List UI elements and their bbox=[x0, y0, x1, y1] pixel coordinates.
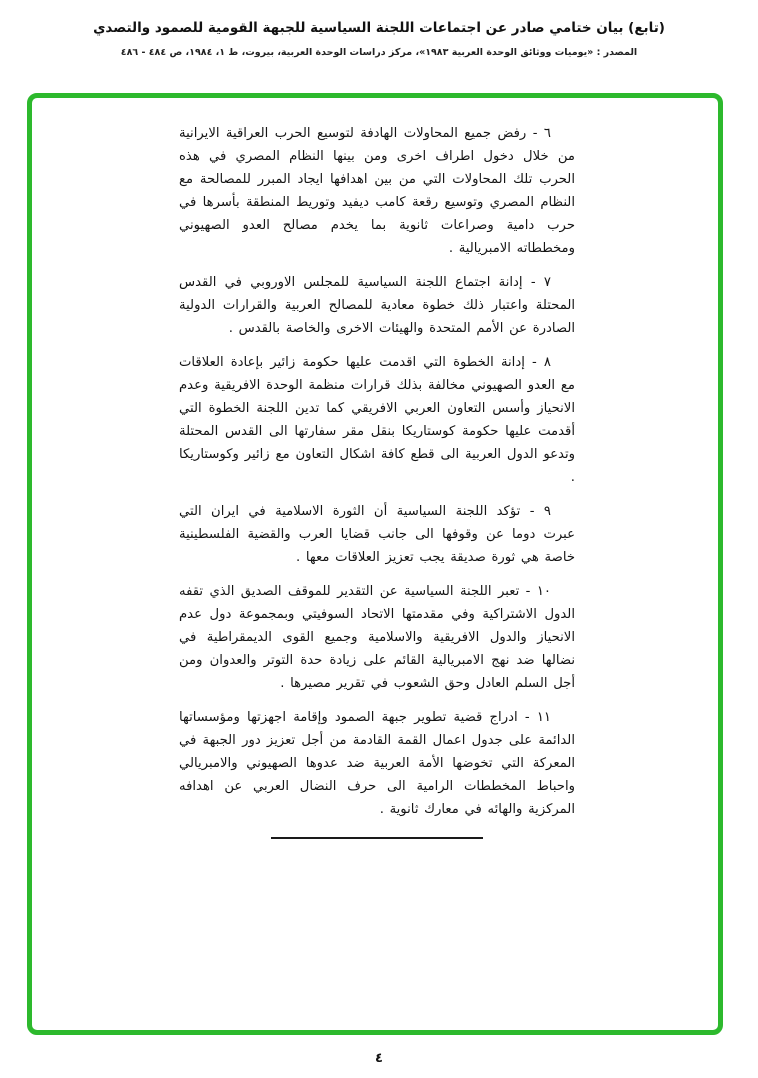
paragraph-7: ٧ - إدانة اجتماع اللجنة السياسية للمجلس الاوروبي في القدس المحتلة واعتبار ذلك خطوة معادية للمصالح العربية والقرارات الدولية الصادرة عن الأمم المتحدة والهيئات الاخرى والخاصة بالقدس . bbox=[179, 275, 575, 336]
paragraph-8: ٨ - إدانة الخطوة التي اقدمت عليها حكومة زائير بإعادة العلاقات مع العدو الصهيوني مخالفة بذلك قرارات منظمة الوحدة الافريقية وعدم الانحياز وأسس التعاون العربي الافريقي كما تدين اللجنة الخطوة التي أقدمت عليها حكومة كوستاريكا بنقل مقر سفارتها الى القدس المحتلة وتدعو الدول العربية الى قطع كافة اشكال التعاون مع زائير وكوستاريكا . bbox=[179, 355, 575, 485]
paragraph-11: ١١ - ادراج قضية تطوير جبهة الصمود وإقامة اجهزتها ومؤسساتها الدائمة على جدول اعمال القمة القادمة من أجل تعزيز دور الجبهة في المعركة التي تخوضها الأمة العربية ضد عدوها الصهيوني والامبريالي واحباط المخططات الرامية الى حرف النضال العربي عن اهدافه المركزية والهائه في معارك ثانوية . bbox=[179, 710, 575, 817]
document-title: (تابع) بيان ختامي صادر عن اجتماعات اللجنة السياسية للجبهة القومية للصمود والتصدي bbox=[93, 20, 665, 36]
paragraph-6: ٦ - رفض جميع المحاولات الهادفة لتوسيع الحرب العراقية الايرانية من خلال دخول اطراف اخرى ومن بينها النظام المصري في هذه الحرب تلك المحاولات التي من بين اهدافها ايجاد المبرر للمصالحة مع النظام المصري وتوسيع رقعة كامب ديفيد وتوريط المنطقة بأسرها في حرب دامية وصراعات ثانوية بما يخدم مصالح العدو الصهيوني ومخططاته الامبريالية . bbox=[179, 126, 575, 256]
footnote-divider-line bbox=[271, 837, 483, 839]
document-header bbox=[0, 20, 758, 58]
body-text-column bbox=[179, 122, 575, 839]
source-line: المصدر : «يوميات ووثائق الوحدة العربية ١٩٨٣»، مركز دراسات الوحدة العربية، بيروت، ط ١، ١٩٨٤، ص ٤٨٤ - ٤٨٦ bbox=[120, 47, 638, 58]
paragraph-9: ٩ - تؤكد اللجنة السياسية أن الثورة الاسلامية في ايران التي عبرت دوما عن وقوفها الى جانب قضايا العرب والقضية الفلسطينية خاصة هي ثورة صديقة يجب تعزيز العلاقات معها . bbox=[179, 504, 575, 565]
paragraph-10: ١٠ - تعبر اللجنة السياسية عن التقدير للموقف الصديق الذي تقفه الدول الاشتراكية وفي مقدمتها الاتحاد السوفيتي وبمجموعة دول عدم الانحياز والدول الافريقية والاسلامية وجميع القوى الديمقراطية في نضالها ضد نهج الامبريالية القائم على زيادة حدة التوتر والعدوان ومن أجل السلم العادل وحق الشعوب في تقرير مصيرها . bbox=[179, 584, 575, 691]
page-number: ٤ bbox=[375, 1051, 383, 1066]
